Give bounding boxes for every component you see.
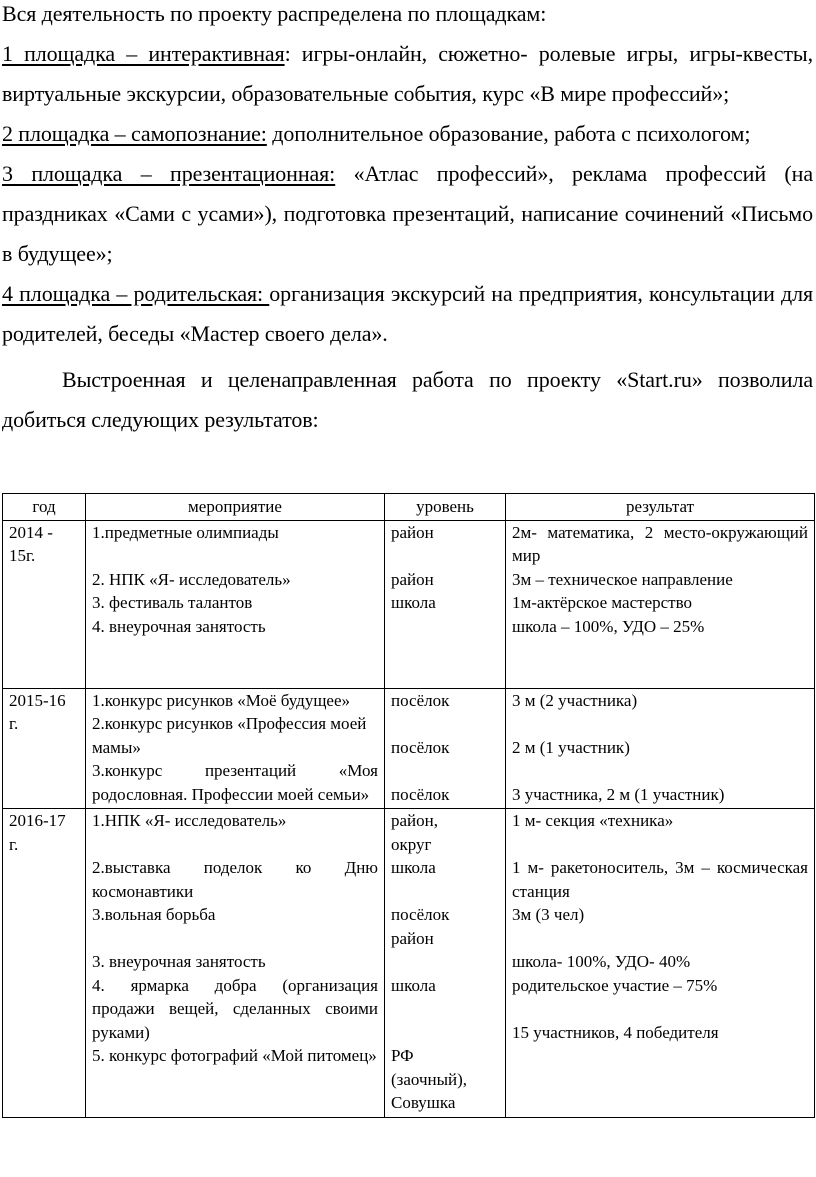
platform-3-text: «Атлас профессий», реклама профессий (на праздниках «Сами с усами»), подготовка презентаций, написание сочинений «Письмо в будущее»;: [2, 161, 813, 266]
platform-4: [2, 274, 813, 354]
level-item: район, округ: [391, 811, 438, 854]
level-item: район: [391, 569, 434, 589]
event-item: 2. НПК «Я- исследователь»: [92, 569, 291, 589]
result-item: 1 м- секция «техника»: [512, 811, 674, 830]
platform-1-label: 1 площадка – интерактивная: [2, 41, 285, 66]
header-event: мероприятие: [86, 494, 385, 521]
result-item: 2 м (1 участник): [512, 737, 630, 757]
event-item: 1.предметные олимпиады: [92, 522, 279, 542]
platform-4-label: 4 площадка – родительская:: [2, 281, 270, 306]
event-item: 3.конкурс презентаций «Моя родословная. Профессии моей семьи»: [92, 761, 378, 804]
result-item: 15 участников, 4 победителя: [512, 1022, 719, 1042]
year-cell: 2016-17 г.: [3, 809, 86, 1118]
levels-cell: [385, 688, 506, 809]
events-cell: [86, 520, 385, 688]
platform-4-text: организация экскурсий на предприятия, консультации для родителей, беседы «Мастер своего дела».: [2, 281, 813, 346]
results-table: [2, 493, 815, 1118]
level-item: школа: [391, 858, 436, 877]
platform-3-label: 3 площадка – презентационная:: [2, 161, 336, 186]
event-item: 1.НПК «Я- исследователь»: [92, 811, 287, 830]
levels-cell: [385, 520, 506, 688]
intro-paragraph: Вся деятельность по проекту распределена по площадкам:: [2, 1, 547, 26]
level-item: школа: [391, 593, 436, 612]
table-row: [3, 688, 815, 809]
result-item: 3м – техническое направление: [512, 569, 733, 589]
result-item: школа- 100%, УДО- 40%: [512, 952, 691, 971]
level-item: школа: [391, 975, 436, 995]
year-cell: 2015-16 г.: [3, 688, 86, 809]
event-item: 2.конкурс рисунков «Профессия моей мамы»: [92, 714, 367, 757]
level-item: посёлок: [391, 784, 450, 804]
result-item: 3 м (2 участника): [512, 690, 638, 710]
results-cell: [506, 520, 815, 688]
level-item: посёлок: [391, 737, 450, 757]
event-item: 4. внеурочная занятость: [92, 616, 266, 636]
platform-1: 1 площадка – интерактивная: игры-онлайн, сюжетно- ролевые игры, игры-квесты, виртуальные экскурсии, образовательные события, курс «В мире профессий»;: [2, 41, 813, 106]
event-item: 1.конкурс рисунков «Моё будущее»: [92, 690, 350, 710]
events-cell: [86, 688, 385, 809]
results-cell: [506, 809, 815, 1118]
event-item: 3. фестиваль талантов: [92, 593, 253, 612]
level-item: посёлок: [391, 690, 450, 710]
result-item: 3м (3 чел): [512, 905, 585, 924]
header-level: уровень: [385, 494, 506, 521]
summary-paragraph: Выстроенная и целенаправленная работа по проекту «Start.ru» позволила добиться следующих результатов:: [2, 367, 813, 432]
table-row: [3, 809, 815, 1118]
header-year: год: [3, 494, 86, 521]
level-item: РФ (заочный), Совушка: [391, 1046, 468, 1112]
event-item: 3. внеурочная занятость: [92, 952, 266, 971]
year-cell: 2014 - 15г.: [3, 520, 86, 688]
level-item: посёлок район: [391, 905, 450, 948]
platform-2-text: дополнительное образование, работа с психологом;: [266, 121, 751, 146]
levels-cell: [385, 809, 506, 1118]
event-item: 2.выставка поделок ко Дню космонавтики: [92, 858, 378, 901]
result-item: 1 м- ракетоноситель, 3м – космическая станция: [512, 858, 808, 901]
level-item: район: [391, 522, 434, 542]
result-item: школа – 100%, УДО – 25%: [512, 616, 705, 636]
event-item: 3.вольная борьба: [92, 905, 216, 924]
result-item: 2м- математика, 2 место-окружающий мир: [512, 522, 808, 565]
table-row: [3, 520, 815, 688]
result-item: 1м-актёрское мастерство: [512, 593, 693, 612]
platform-1-text: игры-онлайн, сюжетно- ролевые игры, игры-квесты, виртуальные экскурсии, образовательные события, курс «В мире профессий»;: [2, 41, 813, 106]
results-cell: [506, 688, 815, 809]
platform-3: [2, 154, 813, 274]
events-cell: [86, 809, 385, 1118]
table-header-row: [3, 494, 815, 521]
event-item: 5. конкурс фотографий «Мой питомец»: [92, 1046, 377, 1065]
result-item: 3 участника, 2 м (1 участник): [512, 784, 725, 804]
platform-2-label: 2 площадка – самопознание:: [2, 121, 267, 146]
result-item: родительское участие – 75%: [512, 975, 718, 995]
document-page: [0, 0, 816, 440]
header-result: результат: [506, 494, 815, 521]
event-item: 4. ярмарка добра (организация продажи вещей, сделанных своими руками): [92, 975, 378, 1042]
platform-2: [2, 114, 813, 154]
